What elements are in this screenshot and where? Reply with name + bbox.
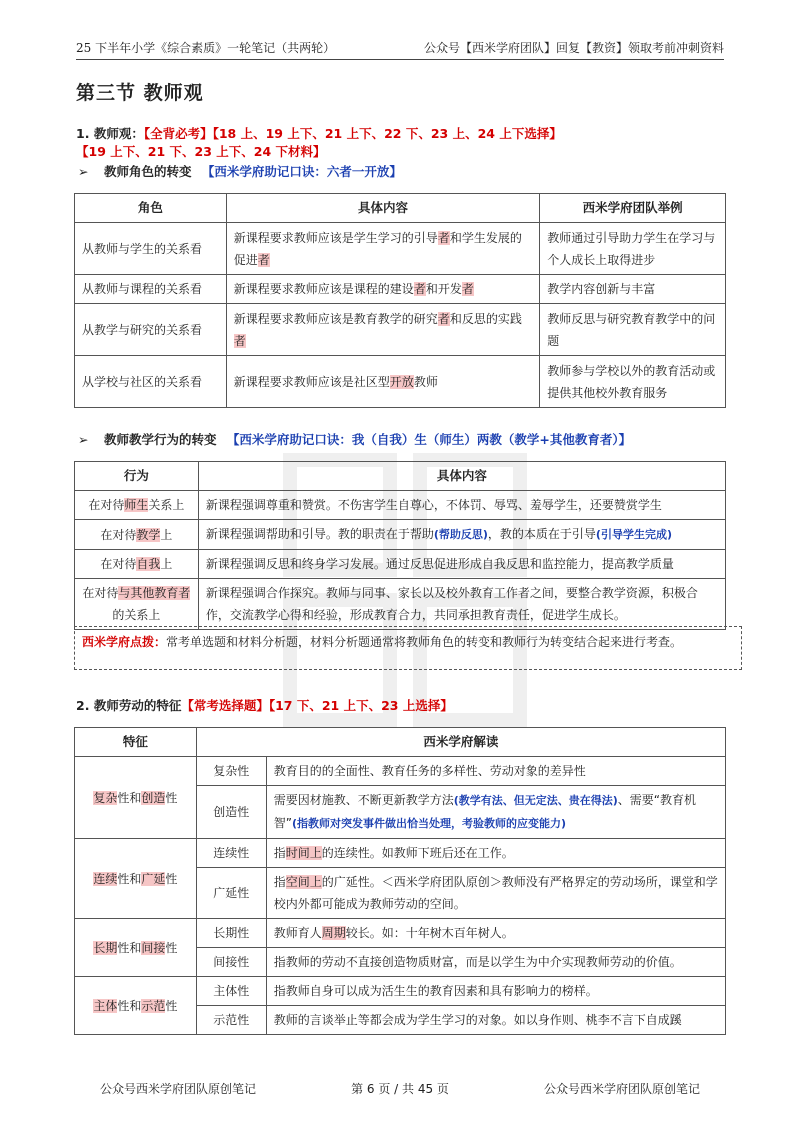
behavior-cell: 在对待自我上 (75, 550, 199, 579)
feature-cell: 长期性和间接性 (75, 919, 197, 977)
sub-heading-roles-label: 教师角色的转变 (104, 164, 192, 179)
desc-cell: 指教师的劳动不直接创造物质财富，而是以学生为中介实现教师劳动的价值。 (266, 948, 725, 977)
table-header-cell: 具体内容 (226, 194, 539, 223)
desc-cell: 指时间上的连续性。如教师下班后还在工作。 (266, 839, 725, 868)
table-row (75, 550, 726, 579)
section-2-num: 2. (76, 698, 90, 713)
mnemonic-behavior: 【西米学府助记口诀：我（自我）生（师生）两教（教学+其他教育者）】 (226, 432, 632, 447)
section-1-tag-material: 【19 上下、21 下、23 上下、24 下材料】 (76, 144, 326, 159)
footer-left: 公众号西米学府团队原创笔记 (100, 1082, 257, 1096)
table-header-cell: 西米学府团队举例 (540, 194, 726, 223)
page-footer (100, 1080, 700, 1097)
feature-cell: 主体性和示范性 (75, 977, 197, 1035)
behavior-cell: 在对待教学上 (75, 520, 199, 550)
table-header-cell: 西米学府解读 (196, 728, 725, 757)
footer-right: 公众号西米学府团队原创笔记 (543, 1082, 700, 1096)
page-header (76, 34, 724, 60)
table-row (75, 356, 726, 408)
tip-box (74, 626, 742, 670)
role-cell: 从学校与社区的关系看 (75, 356, 227, 408)
behavior-cell: 在对待与其他教育者的关系上 (75, 579, 199, 630)
sub-feature-cell: 连续性 (196, 839, 266, 868)
table-row (75, 579, 726, 630)
table-header-row (75, 728, 726, 757)
section-2-tag-choice: 【常考选择题】 (181, 698, 269, 713)
desc-cell: 教育目的的全面性、教育任务的多样性、劳动对象的差异性 (266, 757, 725, 786)
sub-feature-cell: 创造性 (196, 786, 266, 839)
table-row (75, 757, 726, 786)
tip-label: 西米学府点拨： (82, 635, 167, 649)
teacher-behavior-table (74, 461, 726, 630)
desc-cell: 指教师自身可以成为活生生的教育因素和具有影响力的榜样。 (266, 977, 725, 1006)
table-row (75, 275, 726, 304)
feature-cell: 复杂性和创造性 (75, 757, 197, 839)
example-cell: 教学内容创新与丰富 (540, 275, 726, 304)
section-1-num: 1. (76, 126, 90, 141)
example-cell: 教师反思与研究教育教学中的问题 (540, 304, 726, 356)
role-cell: 从教学与研究的关系看 (75, 304, 227, 356)
labor-features-table (74, 727, 726, 1035)
tip-text: 常考单选题和材料分析题，材料分析题通常将教师角色的转变和教师行为转变结合起来进行考查。 (166, 635, 683, 649)
role-cell: 从教师与课程的关系看 (75, 275, 227, 304)
content-cell: 新课程要求教师应该是教育教学的研究者和反思的实践者 (226, 304, 539, 356)
mnemonic-roles: 【西米学府助记口诀：六者一开放】 (201, 164, 402, 179)
sub-feature-cell: 复杂性 (196, 757, 266, 786)
table-row (75, 839, 726, 868)
desc-cell: 指空间上的广延性。＜西米学府团队原创＞教师没有严格界定的劳动场所，课堂和学校内外都可能成为教师劳动的空间。 (266, 868, 725, 919)
sub-feature-cell: 示范性 (196, 1006, 266, 1035)
table-header-row (75, 462, 726, 491)
table-row (75, 520, 726, 550)
content-cell: 新课程强调反思和终身学习发展。通过反思促进形成自我反思和监控能力，提高教学质量 (198, 550, 725, 579)
arrow-icon: ➢ (78, 432, 89, 447)
content-cell: 新课程强调合作探究。教师与同事、家长以及校外教育工作者之间，要整合教学资源，积极合作，交流教学心得和经验，形成教育合力，共同承担教育责任，促进学生成长。 (198, 579, 725, 630)
header-left: 25 下半年小学《综合素质》一轮笔记（共两轮） (76, 41, 336, 55)
section-1-heading (76, 124, 800, 160)
content-cell: 新课程要求教师应该是课程的建设者和开发者 (226, 275, 539, 304)
table-header-cell: 行为 (75, 462, 199, 491)
sub-feature-cell: 广延性 (196, 868, 266, 919)
page-number: 第 6 页 / 共 45 页 (351, 1082, 449, 1096)
sub-feature-cell: 主体性 (196, 977, 266, 1006)
table-row (75, 977, 726, 1006)
page-title: 第三节 教师观 (76, 82, 204, 104)
table-row (75, 223, 726, 275)
section-2-heading (76, 696, 453, 714)
table-row (75, 491, 726, 520)
table-header-cell: 角色 (75, 194, 227, 223)
section-2-label: 教师劳动的特征 (93, 698, 182, 713)
desc-cell: 教师的言谈举止等都会成为学生学习的对象。如以身作则、桃李不言下自成蹊 (266, 1006, 725, 1035)
content-cell: 新课程强调帮助和引导。教的职责在于帮助(帮助反思)，教的本质在于引导(引导学生完成) (198, 520, 725, 550)
example-cell: 教师通过引导助力学生在学习与个人成长上取得进步 (540, 223, 726, 275)
table-header-cell: 具体内容 (198, 462, 725, 491)
table-row (75, 919, 726, 948)
content-cell: 新课程要求教师应该是学生学习的引导者和学生发展的促进者 (226, 223, 539, 275)
sub-heading-behavior-label: 教师教学行为的转变 (104, 432, 217, 447)
behavior-cell: 在对待师生关系上 (75, 491, 199, 520)
table-header-cell: 特征 (75, 728, 197, 757)
header-right: 公众号【西米学府团队】回复【教资】领取考前冲刺资料 (423, 41, 724, 55)
desc-cell: 需要因材施教、不断更新教学方法(教学有法、但无定法、贵在得法)、需要“教育机智”(指教师对突发事件做出恰当处理，考验教师的应变能力) (266, 786, 725, 839)
content-cell: 新课程要求教师应该是社区型开放教师 (226, 356, 539, 408)
arrow-icon: ➢ (78, 164, 89, 179)
section-1-tag-must: 【全背必考】 (143, 126, 213, 141)
table-row (75, 304, 726, 356)
feature-cell: 连续性和广延性 (75, 839, 197, 919)
section-1-label: 教师观： (93, 126, 144, 141)
sub-feature-cell: 长期性 (196, 919, 266, 948)
section-1-tag-choice: 【18 上、19 上下、21 上下、22 下、23 上、24 上下选择】 (212, 126, 562, 141)
example-cell: 教师参与学校以外的教育活动或提供其他校外教育服务 (540, 356, 726, 408)
table-header-row (75, 194, 726, 223)
sub-feature-cell: 间接性 (196, 948, 266, 977)
desc-cell: 教师育人周期较长。如：十年树木百年树人。 (266, 919, 725, 948)
content-cell: 新课程强调尊重和赞赏。不伤害学生自尊心，不体罚、辱骂、羞辱学生，还要赞赏学生 (198, 491, 725, 520)
sub-heading-behavior (78, 430, 631, 448)
teacher-roles-table (74, 193, 726, 408)
section-2-tag-years: 【17 下、21 上下、23 上选择】 (268, 698, 453, 713)
sub-heading-roles (78, 162, 402, 180)
role-cell: 从教师与学生的关系看 (75, 223, 227, 275)
